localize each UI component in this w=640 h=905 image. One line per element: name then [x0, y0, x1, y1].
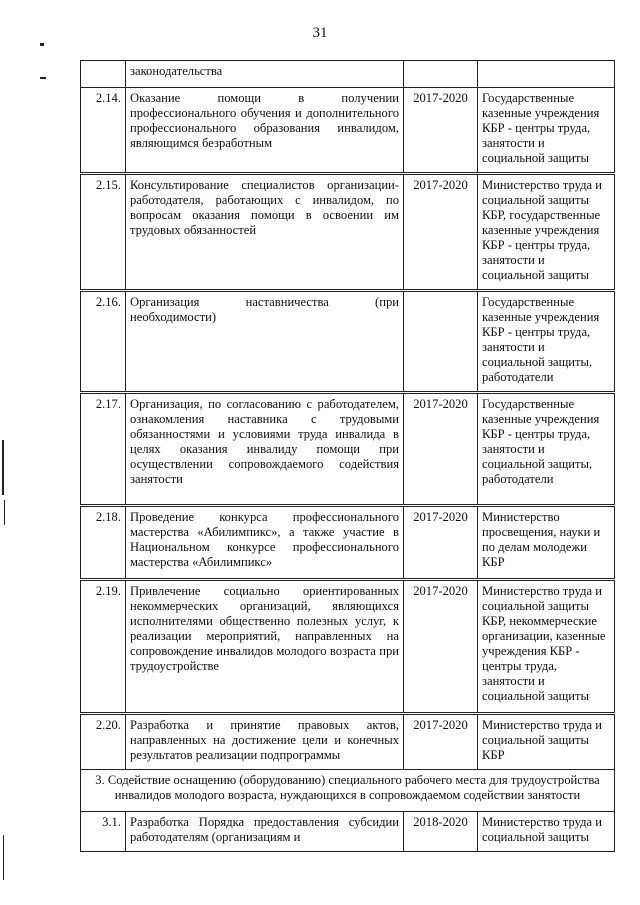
responsible-executor: Министерство труда и социальной защиты КБР, некоммерческие организации, казенные учреждения КБР - центры труда, занятости и социальной защиты	[478, 580, 615, 714]
page-number: 31	[312, 25, 328, 41]
measure-description: Проведение конкурса профессионального мастерства «Абилимпикс», а также участие в Национальном конкурсе профессионального мастерства «Абилимпикс»	[126, 506, 404, 580]
scan-mark	[4, 500, 5, 525]
responsible-executor: Министерство труда и социальной защиты	[478, 812, 615, 852]
scan-mark	[2, 440, 4, 495]
table-row	[81, 506, 615, 580]
implementation-period: 2017-2020	[404, 174, 478, 291]
implementation-period	[404, 61, 478, 88]
scan-mark	[40, 77, 46, 79]
scan-mark	[3, 835, 4, 880]
implementation-period: 2018-2020	[404, 812, 478, 852]
table-row	[81, 393, 615, 506]
row-number: 2.17.	[81, 393, 126, 506]
measure-description: Разработка Порядка предоставления субсидии работодателям (организациям и	[126, 812, 404, 852]
table-row	[81, 714, 615, 770]
table-row	[81, 580, 615, 714]
responsible-executor: Министерство просвещения, науки и по делам молодежи КБР	[478, 506, 615, 580]
implementation-period	[404, 291, 478, 393]
measure-description: Привлечение социально ориентированных некоммерческих организаций, являющихся исполнителями общественно полезных услуг, к реализации мероприятий, направленных на сопровождение инвалидов молодого возраста при трудоустройстве	[126, 580, 404, 714]
row-number: 2.15.	[81, 174, 126, 291]
measure-description: Оказание помощи в получении профессионального обучения и дополнительного профессионального образования инвалидом, являющимся безработным	[126, 88, 404, 174]
row-number: 3.1.	[81, 812, 126, 852]
row-number	[81, 61, 126, 88]
measure-description: Организация, по согласованию с работодателем, ознакомления наставника с трудовыми обязанностями и условиями труда инвалида в целях оказания инвалиду помощи при осуществлении сопровождаемого содействия занятости	[126, 393, 404, 506]
measure-description: Организация наставничества (при необходимости)	[126, 291, 404, 393]
responsible-executor: Государственные казенные учреждения КБР - центры труда, занятости и социальной защиты, работодатели	[478, 393, 615, 506]
section-header-row	[81, 770, 615, 812]
table-row	[81, 291, 615, 393]
measure-description: Консультирование специалистов организации-работодателя, работающих с инвалидом, по вопросам оказания помощи в освоении им трудовых обязанностей	[126, 174, 404, 291]
responsible-executor: Государственные казенные учреждения КБР - центры труда, занятости и социальной защиты	[478, 88, 615, 174]
implementation-period: 2017-2020	[404, 393, 478, 506]
row-number: 2.20.	[81, 714, 126, 770]
implementation-period: 2017-2020	[404, 714, 478, 770]
responsible-executor	[478, 61, 615, 88]
measure-description: Разработка и принятие правовых актов, направленных на достижение цели и конечных результатов реализации подпрограммы	[126, 714, 404, 770]
responsible-executor: Министерство труда и социальной защиты КБР	[478, 714, 615, 770]
measure-description: законодательства	[126, 61, 404, 88]
row-number: 2.14.	[81, 88, 126, 174]
scan-mark	[40, 43, 44, 46]
section-heading: 3. Содействие оснащению (оборудованию) специального рабочего места для трудоустройства инвалидов молодого возраста, нуждающихся в сопровождаемом содействии занятости	[81, 770, 615, 812]
row-number: 2.18.	[81, 506, 126, 580]
table-row	[81, 812, 615, 852]
responsible-executor: Министерство труда и социальной защиты КБР, государственные казенные учреждения КБР - центры труда, занятости и социальной защиты	[478, 174, 615, 291]
implementation-period: 2017-2020	[404, 580, 478, 714]
responsible-executor: Государственные казенные учреждения КБР - центры труда, занятости и социальной защиты, работодатели	[478, 291, 615, 393]
table-row	[81, 174, 615, 291]
measures-table	[80, 60, 615, 852]
row-number: 2.16.	[81, 291, 126, 393]
implementation-period: 2017-2020	[404, 88, 478, 174]
implementation-period: 2017-2020	[404, 506, 478, 580]
table-row	[81, 88, 615, 174]
row-number: 2.19.	[81, 580, 126, 714]
table-row	[81, 61, 615, 88]
